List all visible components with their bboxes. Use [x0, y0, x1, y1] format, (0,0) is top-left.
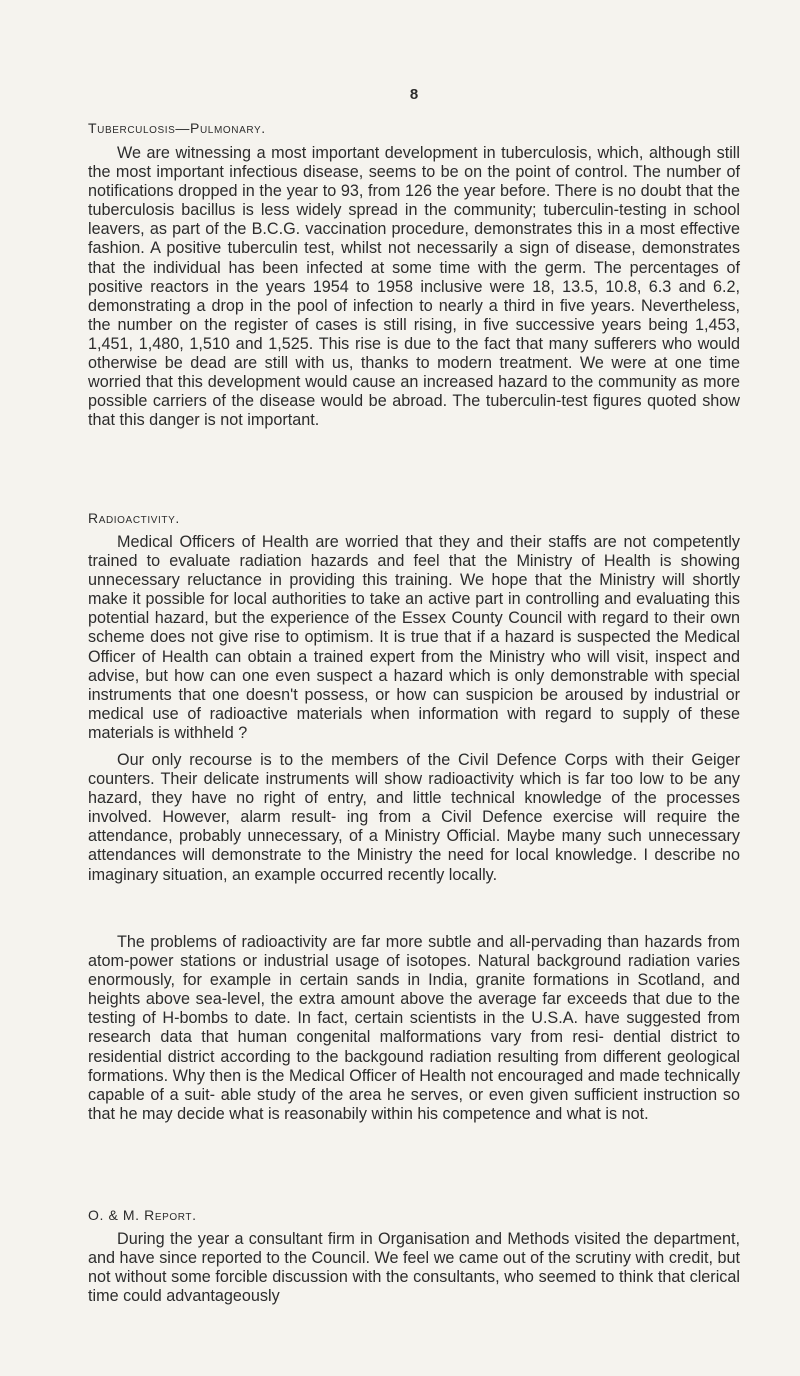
om-report-body — [88, 1230, 740, 1306]
paragraph: The problems of radioactivity are far more subtle and all-pervading than hazards from atom-power stations or industrial usage of isotopes. Natural background radiation varies enormously, for example in certain sands in India, granite formations in Scotland, and heights above sea-level, the extra amount above the average far exceeds that due to the testing of H-bombs to date. In fact, certain scientists in the U.S.A. have suggested from research data that human congenital malformations vary from resi- dential district to residential district according to the backgound radiation resulting from different geological formations. Why then is the Medical Officer of Health not encouraged and made technically capable of a suit- able study of the area he serves, or even given sufficient instruction so that he may decide what is reasonabily within his competence and what is not. — [88, 933, 740, 1123]
section-heading: Tuberculosis—Pulmonary. — [88, 120, 266, 136]
paragraph: We are witnessing a most important development in tuberculosis, which, although still the most important infectious disease, seems to be on the point of control. The number of notifications dropped in the year to 93, from 126 the year before. There is no doubt that the tuberculosis bacillus is less widely spread in the community; tuberculin-testing in school leavers, as part of the B.C.G. vaccination procedure, demonstrates this in a most effective fashion. A positive tuberculin test, whilst not necessarily a sign of disease, demonstrates that the individual has been infected at some time with the germ. The percentages of positive reactors in the years 1954 to 1958 inclusive were 18, 13.5, 10.8, 6.3 and 6.2, demonstrating a drop in the pool of infection to nearly a third in five years. Nevertheless, the number on the register of cases is still rising, in five successive years being 1,453, 1,451, 1,480, 1,510 and 1,525. This rise is due to the fact that many sufferers who would otherwise be dead are still with us, thanks to modern treatment. We were at one time worried that this development would cause an increased hazard to the community as more possible carriers of the disease would be abroad. The tuberculin-test figures quoted show that this danger is not important. — [88, 144, 740, 430]
section-tuberculosis — [88, 120, 740, 136]
page-number: 8 — [409, 86, 419, 103]
paragraph: Medical Officers of Health are worried that they and their staffs are not competently trained to evaluate radiation hazards and feel that the Ministry of Health is showing unnecessary reluctance in providing this training. We hope that the Ministry will shortly make it possible for local authorities to take an active part in controlling and evaluating this potential hazard, but the experience of the Essex County Council with regard to their own scheme does not give rise to optimism. It is true that if a hazard is suspected the Medical Officer of Health can obtain a trained expert from the Ministry who will visit, inspect and advise, but how can one even suspect a hazard which is only demonstrable with special instruments that one doesn't possess, or how can suspicion be aroused by industrial or medical use of radioactive materials when information with regard to supply of these materials is withheld ? — [88, 533, 740, 742]
section-heading: Radioactivity. — [88, 510, 180, 526]
section-om-report — [88, 1207, 740, 1223]
section-radioactivity — [88, 510, 740, 526]
paragraph: Our only recourse is to the members of the Civil Defence Corps with their Geiger counters. Their delicate instruments will show radioactivity which is far too low to be any hazard, they have no right of entry, and little technical knowledge of the processes involved. However, alarm result- ing from a Civil Defence exercise will require the attendance, probably unnecessary, of a Ministry Official. Maybe many such unnecessary attendances will demonstrate to the Ministry the need for local knowledge. I describe no imaginary situation, an example occurred recently locally. — [88, 751, 740, 884]
radioactivity-body-2 — [88, 751, 740, 885]
radioactivity-body-3 — [88, 933, 740, 1124]
radioactivity-body-1 — [88, 533, 740, 743]
paragraph: During the year a consultant firm in Organisation and Methods visited the department, and have since reported to the Council. We feel we came out of the scrutiny with credit, but not without some forcible discussion with the consultants, who seemed to think that clerical time could advantageously — [88, 1230, 740, 1306]
tuberculosis-body — [88, 144, 740, 430]
section-heading: O. & M. Report. — [88, 1207, 197, 1223]
